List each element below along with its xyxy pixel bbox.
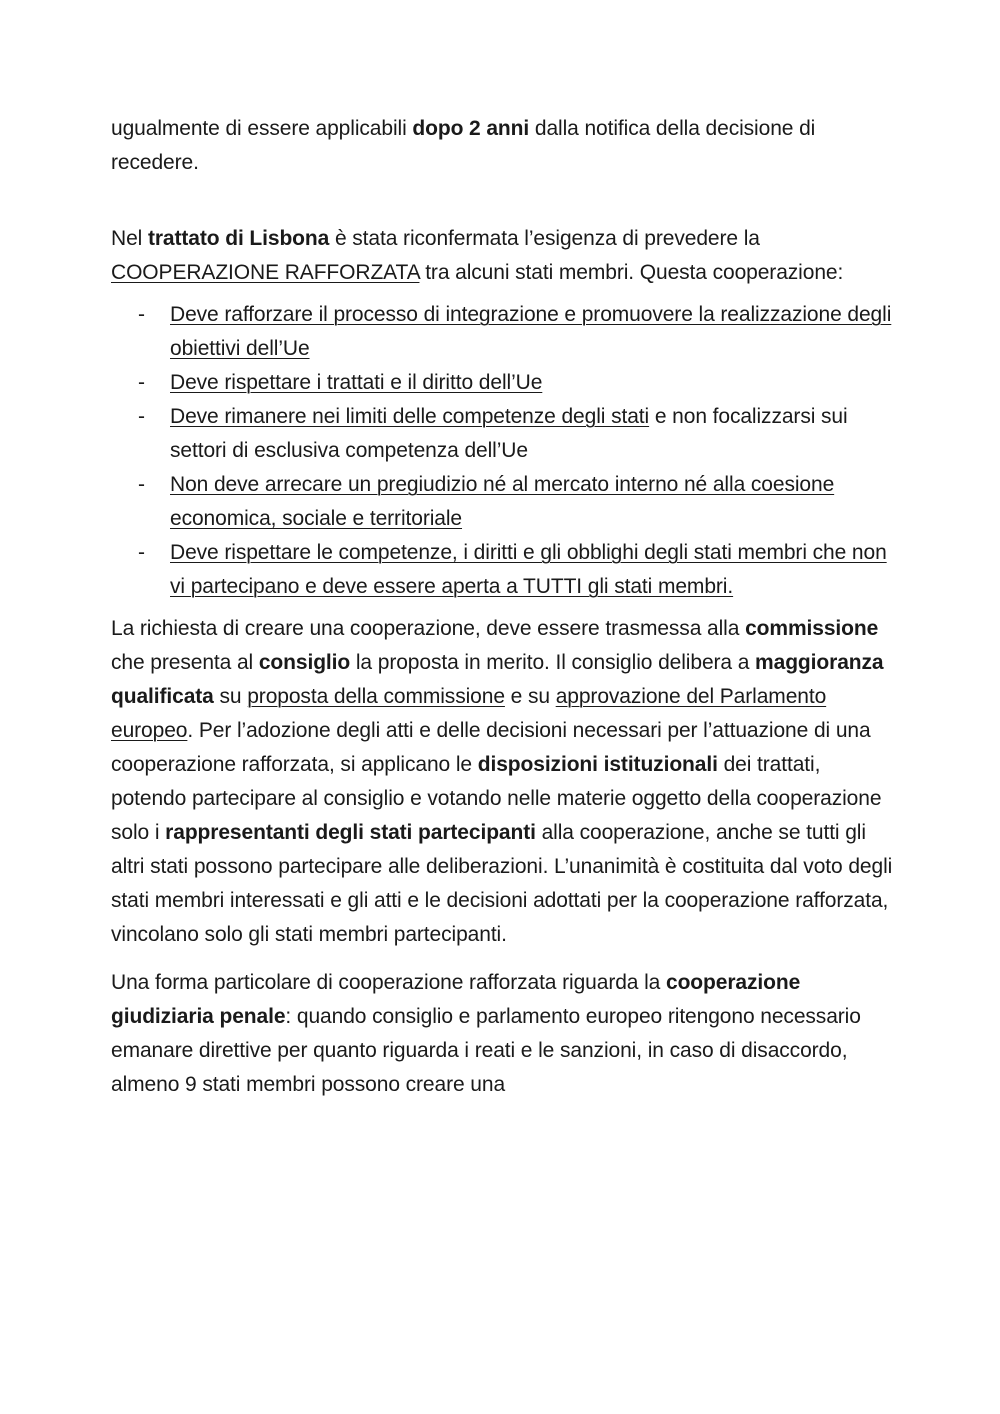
lisbona-paragraph: [111, 222, 901, 290]
list-item: [111, 400, 901, 468]
richiesta-text-2: che presenta al: [111, 651, 259, 674]
intro-bold-dopo-2-anni: dopo 2 anni: [412, 117, 530, 140]
lisbona-bold-trattato: trattato di Lisbona: [147, 227, 330, 250]
forma-text-2: : quando consiglio e parlamento europeo ritengono necessario emanare direttive per quanto riguarda i reati e le sanzioni, in caso di disaccordo, almeno 9 stati membri possono creare una: [111, 1005, 861, 1096]
richiesta-text-6: . Per l’adozione degli atti e delle decisioni necessari per l’attuazione di una cooperazione rafforzata, si applicano le: [111, 719, 871, 776]
intro-text-1: ugualmente di essere applicabili: [111, 117, 413, 140]
list-item-1-text: Deve rafforzare il processo di integrazione e promuovere la realizzazione degli obiettivi dell’Ue: [170, 303, 892, 360]
richiesta-paragraph: [111, 612, 901, 952]
list-item-2-text: Deve rispettare i trattati e il diritto dell’Ue: [170, 371, 543, 394]
lisbona-text-2: è stata riconfermata l’esigenza di prevedere la: [329, 227, 760, 250]
forma-text-1: Una forma particolare di cooperazione rafforzata riguarda la: [111, 971, 666, 994]
forma-paragraph: [111, 966, 901, 1102]
richiesta-text-3: la proposta in merito. Il consiglio delibera a: [350, 651, 756, 674]
forma-bold-cooperazione-penale: cooperazione giudiziaria penale: [111, 971, 801, 1028]
document-page: [111, 112, 901, 1102]
list-item: [111, 298, 901, 366]
list-item-3-text: e non focalizzarsi sui settori di esclusiva competenza dell’Ue: [170, 405, 848, 462]
list-dash: -: [138, 303, 145, 326]
richiesta-bold-rappresentanti: rappresentanti degli stati partecipanti: [165, 821, 536, 844]
richiesta-bold-maggioranza: maggioranza qualificata: [111, 651, 884, 708]
lisbona-underline-cooperazione: COOPERAZIONE RAFFORZATA: [111, 261, 420, 284]
list-item-5-text: Deve rispettare le competenze, i diritti e gli obblighi degli stati membri che non vi partecipano e deve essere aperta a TUTTI gli stati membri.: [170, 541, 887, 598]
intro-text-2: dalla notifica della decisione di recedere.: [111, 117, 816, 174]
richiesta-underline-proposta: proposta della commissione: [247, 685, 505, 708]
richiesta-bold-commissione: commissione: [745, 617, 879, 640]
list-item: [111, 468, 901, 536]
list-item-3-underlined: Deve rimanere nei limiti delle competenze degli stati: [170, 405, 650, 428]
list-item: [111, 366, 901, 400]
lisbona-text-3: tra alcuni stati membri. Questa cooperazione:: [419, 261, 844, 284]
richiesta-text-4: su: [213, 685, 248, 708]
richiesta-text-1: La richiesta di creare una cooperazione, deve essere trasmessa alla: [111, 617, 746, 640]
richiesta-text-5: e su: [504, 685, 556, 708]
lisbona-text-1: Nel: [111, 227, 148, 250]
list-dash: -: [138, 473, 145, 496]
list-item: [111, 536, 901, 604]
list-dash: -: [138, 541, 145, 564]
requirements-list: [111, 298, 901, 604]
list-item-4-text: Non deve arrecare un pregiudizio né al mercato interno né alla coesione economica, sociale e territoriale: [170, 473, 835, 530]
list-dash: -: [138, 405, 145, 428]
richiesta-text-8: alla cooperazione, anche se tutti gli altri stati possono partecipare alle deliberazioni. L’unanimità è costituita dal voto degli stati membri interessati e gli atti e le decisioni adottati per la cooperazione rafforzata, vincolano solo gli stati membri partecipanti.: [111, 821, 893, 946]
intro-paragraph: [111, 112, 901, 180]
richiesta-bold-disposizioni: disposizioni istituzionali: [477, 753, 718, 776]
richiesta-text-7: dei trattati, potendo partecipare al consiglio e votando nelle materie oggetto della cooperazione solo i: [111, 753, 882, 844]
list-dash: -: [138, 371, 145, 394]
richiesta-underline-approvazione: approvazione del Parlamento europeo: [111, 685, 827, 742]
richiesta-bold-consiglio: consiglio: [258, 651, 351, 674]
